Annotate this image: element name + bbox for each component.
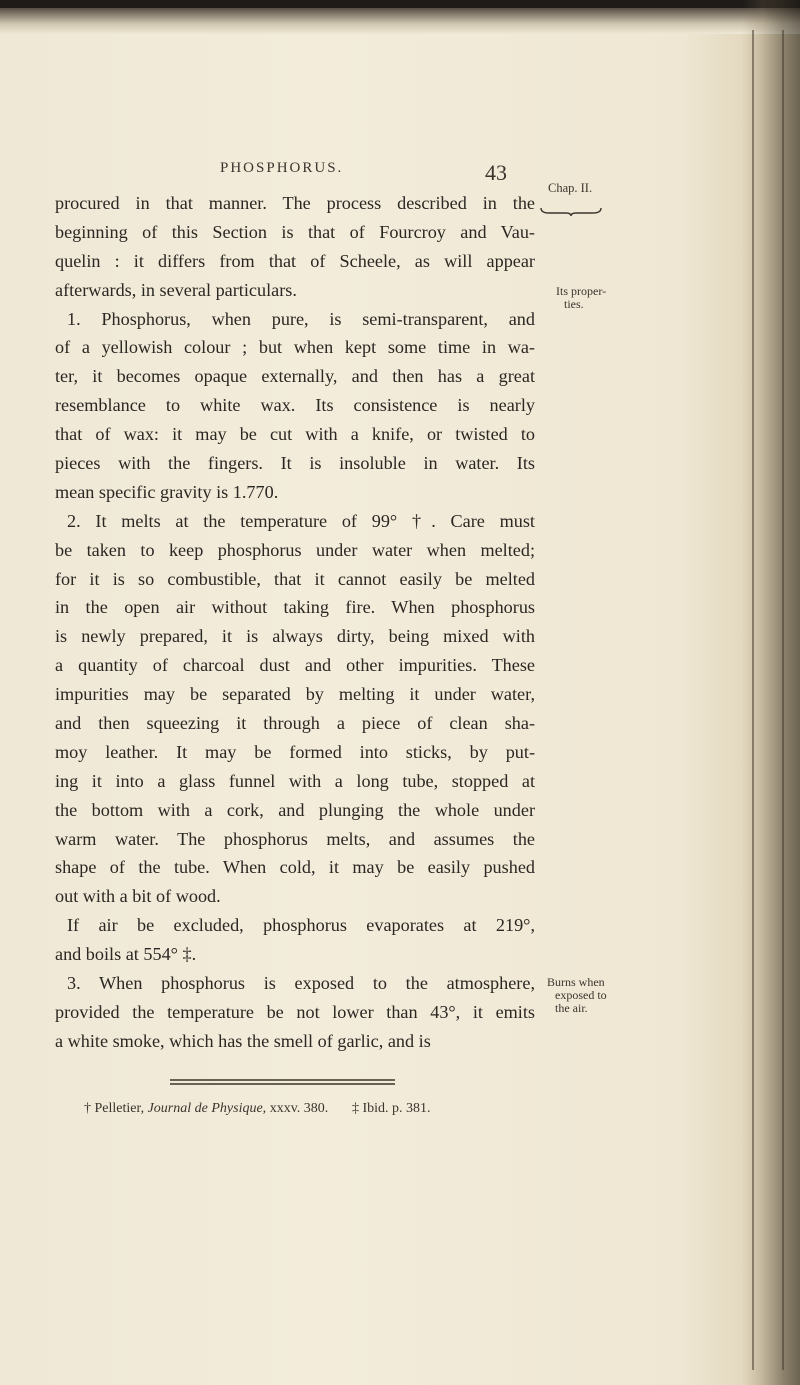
margin-note-line: the air. <box>555 1001 588 1015</box>
text-line: in the open air without taking fire. When phosphorus <box>55 597 535 618</box>
text-line: and then squeezing it through a piece of clean sha- <box>55 713 535 734</box>
text-line: a quantity of charcoal dust and other impurities. These <box>55 655 535 676</box>
text-line: moy leather. It may be formed into sticks, by put- <box>55 741 535 762</box>
text-line: be taken to keep phosphorus under water when melted; <box>55 539 535 560</box>
gutter-line <box>752 30 754 1370</box>
text-line: a white smoke, which has the smell of garlic, and is <box>55 1030 431 1051</box>
text-line: ing it into a glass funnel with a long tube, stopped at <box>55 770 535 791</box>
text-line: out with a bit of wood. <box>55 886 221 907</box>
footnote-pelletier <box>84 1101 328 1117</box>
text-line: resemblance to white wax. Its consistence is nearly <box>55 395 535 416</box>
text-line: quelin : it differs from that of Scheele, as will appear <box>55 250 535 271</box>
margin-note-properties <box>556 285 606 311</box>
text-line: ter, it becomes opaque externally, and then has a great <box>55 366 535 387</box>
text-line: If air be excluded, phosphorus evaporates at 219°, <box>67 915 535 936</box>
text-line: procured in that manner. The process described in the <box>55 193 535 213</box>
text-line: warm water. The phosphorus melts, and assumes the <box>55 828 535 849</box>
margin-note-line: ties. <box>564 297 584 311</box>
margin-note-chapter: Chap. II. <box>548 181 593 195</box>
footnote-author: † Pelletier, <box>84 1101 145 1116</box>
page-gutter-shadow <box>742 0 800 1385</box>
text-line: is newly prepared, it is always dirty, being mixed with <box>55 626 535 647</box>
footnote-rule <box>170 1079 395 1081</box>
top-edge <box>0 0 800 8</box>
text-line: impurities may be separated by melting it under water, <box>55 684 535 705</box>
text-line: provided the temperature be not lower than 43°, it emits <box>55 1001 535 1022</box>
chapter-brace <box>539 206 603 216</box>
margin-note-line: exposed to <box>555 988 607 1002</box>
text-line: 2. It melts at the temperature of 99° †. Care must <box>67 510 535 531</box>
text-line: 1. Phosphorus, when pure, is semi-transparent, and <box>67 308 535 329</box>
margin-note-line: Burns when <box>547 975 605 989</box>
gutter-line <box>782 30 784 1370</box>
text-line: and boils at 554° ‡. <box>55 944 197 965</box>
text-line: 3. When phosphorus is exposed to the atmosphere, <box>67 973 535 994</box>
text-line: for it is so combustible, that it cannot easily be melted <box>55 568 535 589</box>
text-line: pieces with the fingers. It is insoluble in water. Its <box>55 453 535 474</box>
text-line: of a yellowish colour ; but when kept some time in wa- <box>55 337 535 358</box>
margin-note-burns <box>547 976 607 1015</box>
footnote-ref: xxxv. 380. <box>269 1101 329 1116</box>
body-text <box>55 189 535 1056</box>
text-line: afterwards, in several particulars. <box>55 279 297 300</box>
page-number: 43 <box>485 160 507 185</box>
text-line: beginning of this Section is that of Fourcroy and Vau- <box>55 221 535 242</box>
text-line: the bottom with a cork, and plunging the whole under <box>55 799 535 820</box>
text-line: that of wax: it may be cut with a knife, or twisted to <box>55 424 535 445</box>
text-line: shape of the tube. When cold, it may be easily pushed <box>55 857 535 878</box>
footnote-rule <box>170 1083 395 1085</box>
running-head: PHOSPHORUS. <box>220 160 344 176</box>
footnote-journal: Journal de Physique, <box>147 1101 267 1116</box>
margin-note-line: Its proper- <box>556 284 607 298</box>
text-line: mean specific gravity is 1.770. <box>55 481 279 502</box>
footnote-ibid: ‡ Ibid. p. 381. <box>352 1101 431 1116</box>
